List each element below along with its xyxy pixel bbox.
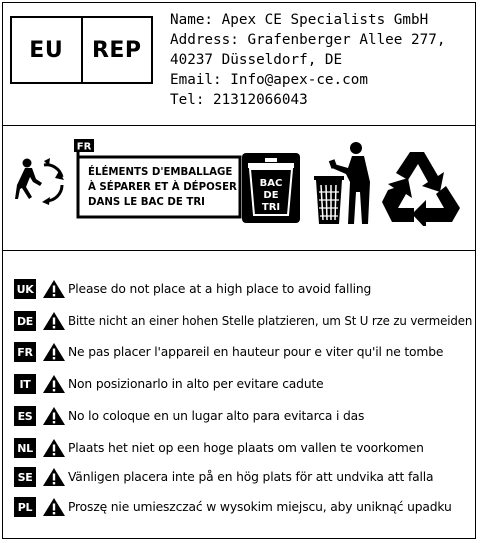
warning-icon xyxy=(42,467,66,487)
warning-row xyxy=(14,278,371,300)
warning-icon xyxy=(42,438,66,458)
warning-text: Plaats het niet op een hoge plaats om vallen te voorkomen xyxy=(68,441,424,455)
rep-label: REP xyxy=(91,37,142,63)
bin-line3: TRI xyxy=(261,202,281,213)
bin-icon xyxy=(314,176,344,224)
rep-address-line1: Address: Grafenberger Allee 277, xyxy=(170,32,446,48)
recycle-icon xyxy=(380,146,464,226)
language-code: DE xyxy=(14,311,36,331)
language-code: FR xyxy=(14,342,36,362)
warning-text: No lo coloque en un lugar alto para evitarca i das xyxy=(68,409,365,423)
warning-icon xyxy=(42,374,66,394)
warning-text: Proszę nie umieszczać w wysokim miejscu, aby uniknąć upadku xyxy=(68,500,452,514)
sorting-info-banner xyxy=(72,139,300,223)
rep-address-line2: 40237 Düsseldorf, DE xyxy=(170,52,343,68)
language-code: IT xyxy=(14,374,36,394)
address-block xyxy=(170,10,445,110)
eu-label: EU xyxy=(29,37,64,63)
warning-text: Bitte nicht an einer hohen Stelle platzieren, um St U rze zu vermeiden xyxy=(68,314,473,328)
fr-badge: FR xyxy=(76,141,92,153)
sorting-line2: À SÉPARER ET À DÉPOSER xyxy=(88,182,237,193)
divider-2 xyxy=(2,250,476,251)
warning-row xyxy=(14,466,433,488)
rep-email: Email: Info@apex-ce.com xyxy=(170,72,368,88)
language-code: ES xyxy=(14,406,36,426)
sorting-line3: DANS LE BAC DE TRI xyxy=(88,197,205,208)
warning-row xyxy=(14,437,424,459)
rep-tel: Tel: 21312066043 xyxy=(170,92,308,108)
warning-text: Ne pas placer l'appareil en hauteur pour e viter qu'il ne tombe xyxy=(68,345,444,359)
warning-icon xyxy=(42,497,66,517)
bin-line2: DE xyxy=(263,190,279,201)
warning-row xyxy=(14,496,452,518)
triman-icon xyxy=(12,155,68,207)
language-code: PL xyxy=(14,497,36,517)
warning-text: Vänligen placera inte på en hög plats för att undvika att falla xyxy=(68,470,434,484)
rep-name: Name: Apex CE Specialists GmbH xyxy=(170,12,429,28)
language-code: UK xyxy=(14,279,36,299)
warning-text: Please do not place at a high place to avoid falling xyxy=(68,282,372,296)
divider-1 xyxy=(2,125,476,126)
warning-row xyxy=(14,373,324,395)
warning-row xyxy=(14,310,480,332)
warning-icon xyxy=(42,342,66,362)
bin-line1: BAC xyxy=(259,178,283,189)
warning-text: Non posizionarlo in alto per evitare cadute xyxy=(68,377,324,391)
sorting-line1: ÉLÉMENTS D'EMBALLAGE xyxy=(88,167,233,178)
warning-row xyxy=(14,341,443,363)
warning-icon xyxy=(42,406,66,426)
tidyman-icon xyxy=(312,140,380,226)
language-code: NL xyxy=(14,438,36,458)
warning-row xyxy=(14,405,364,427)
warning-icon xyxy=(42,279,66,299)
warning-icon xyxy=(42,311,66,331)
eu-rep-box xyxy=(10,16,153,84)
language-code: SE xyxy=(14,467,36,487)
